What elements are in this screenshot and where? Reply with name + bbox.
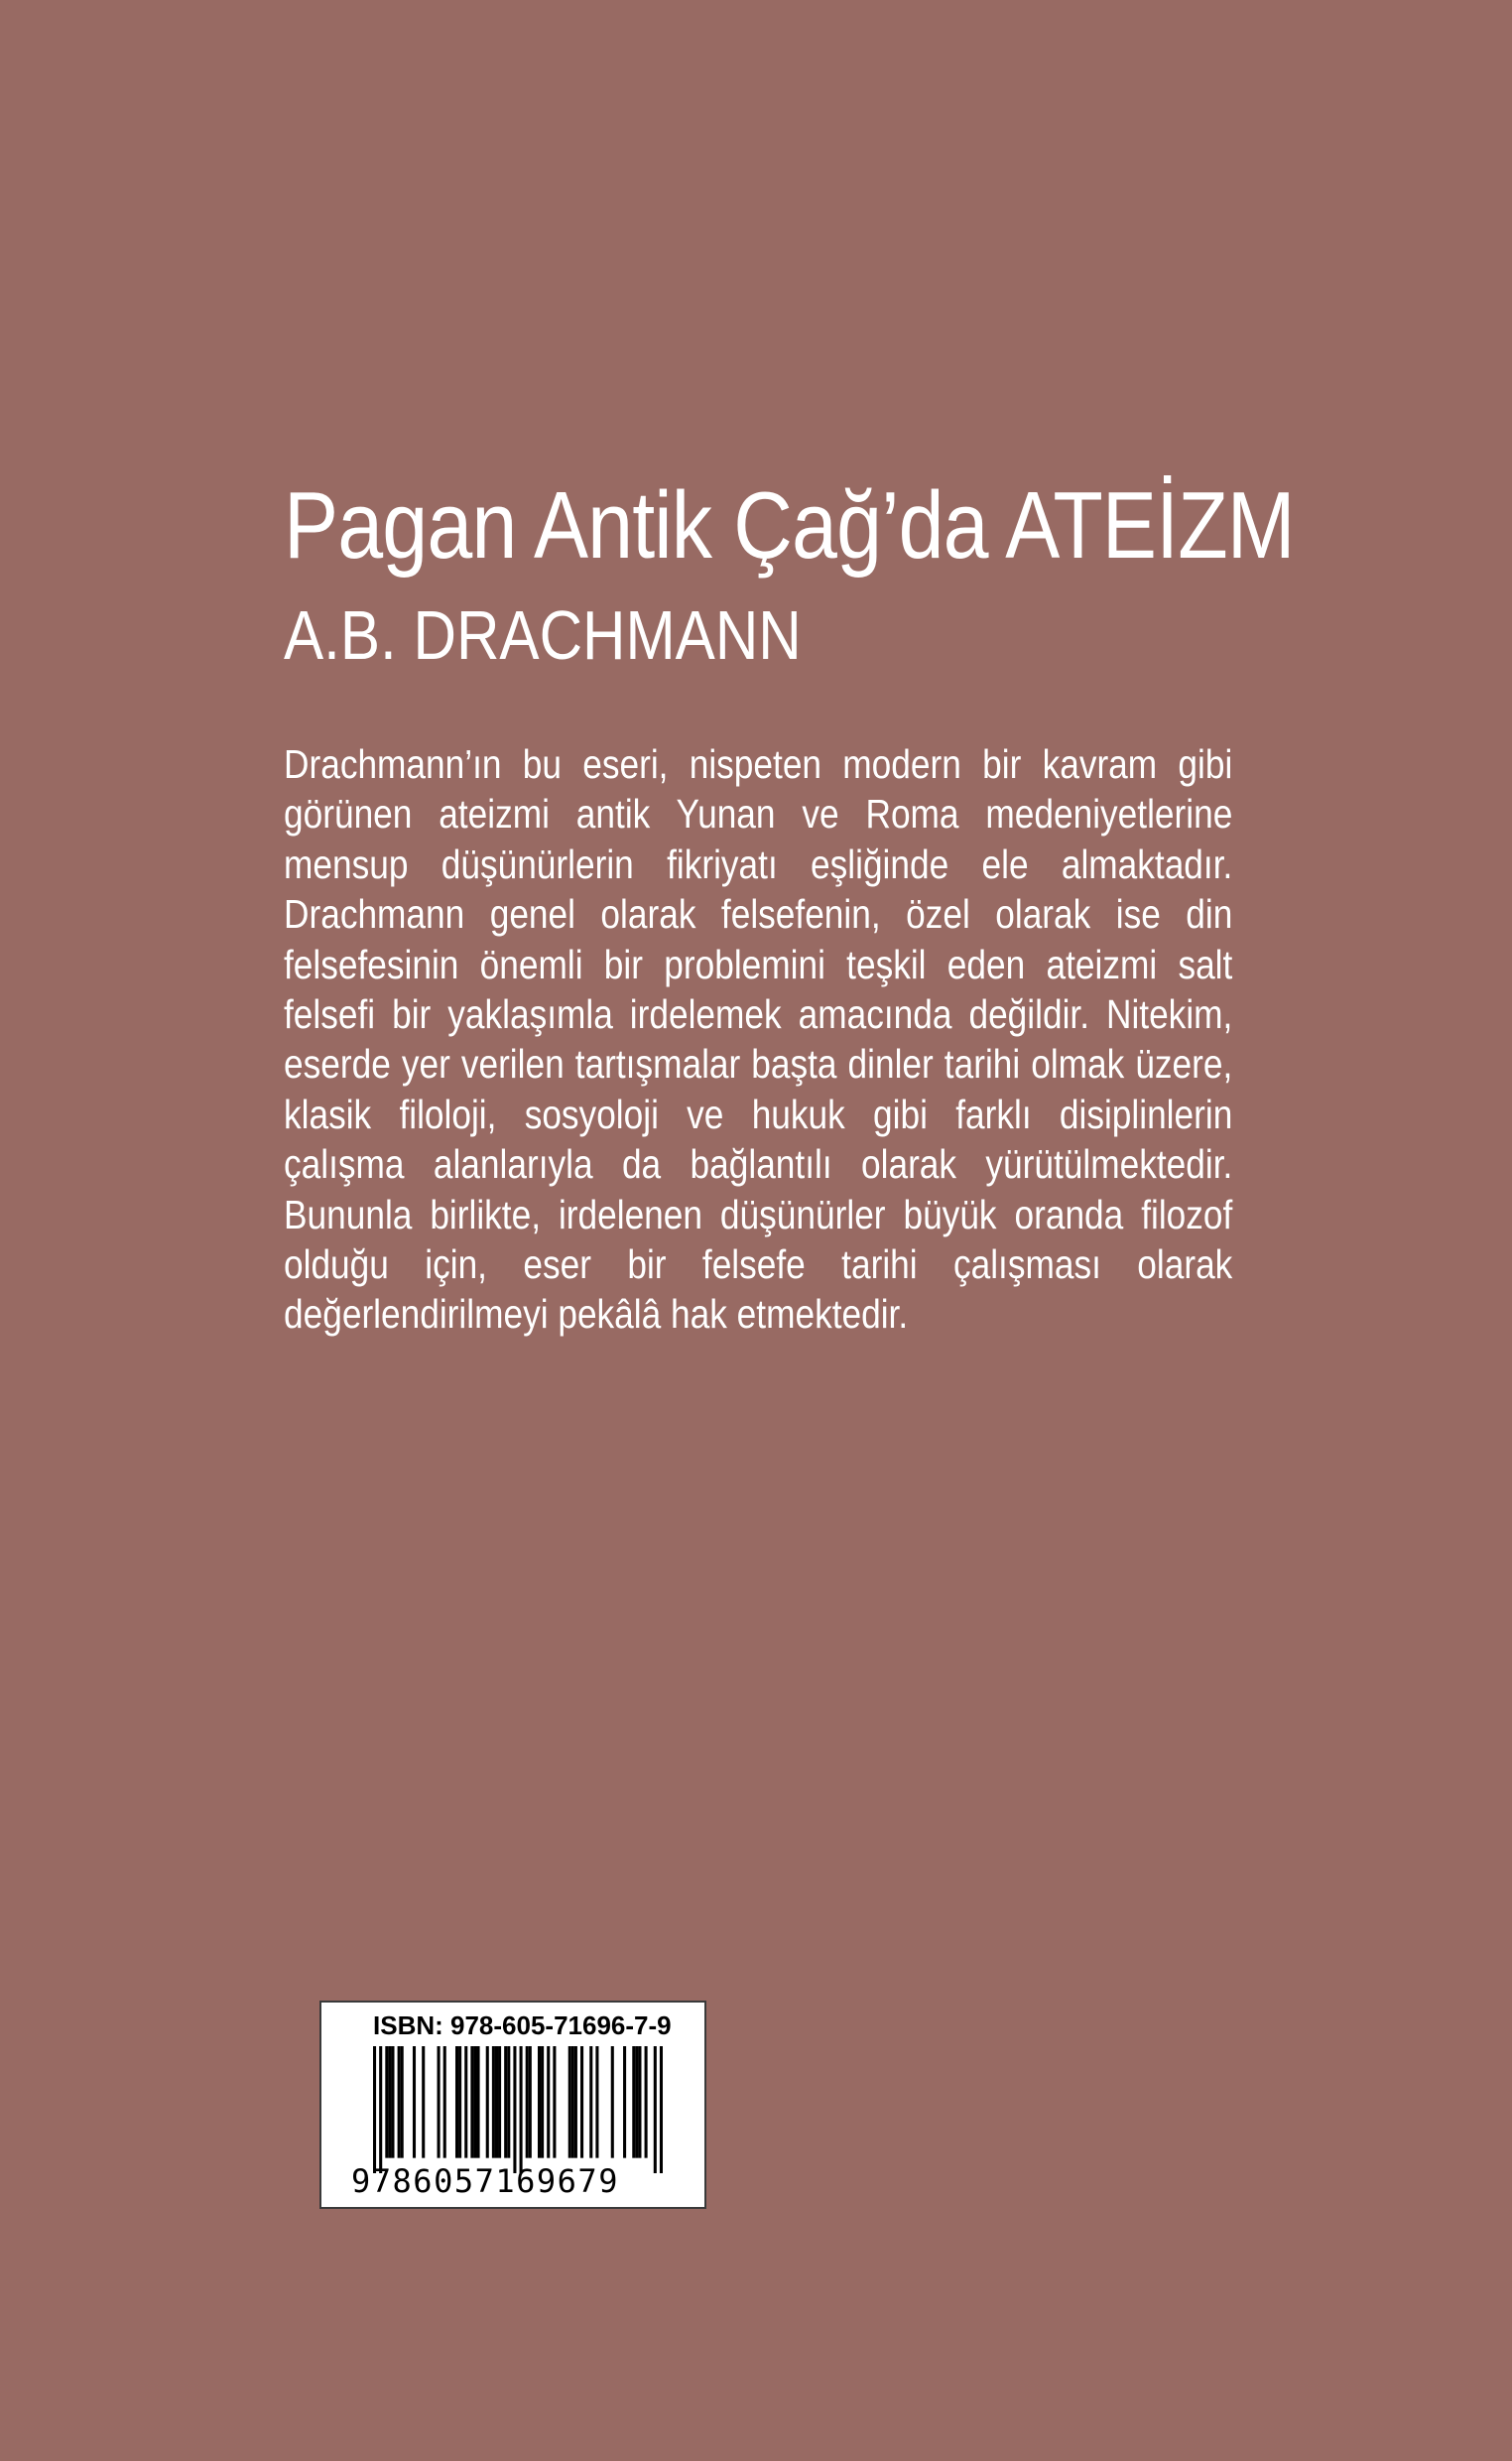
barcode-bar — [438, 2046, 441, 2158]
barcode-bar — [495, 2046, 498, 2158]
barcode-bar — [388, 2046, 391, 2158]
barcode-bar — [507, 2046, 510, 2158]
barcode-bar — [443, 2046, 446, 2158]
barcode-bar — [526, 2046, 529, 2158]
barcode-bar — [553, 2046, 556, 2158]
barcode-bar — [498, 2046, 501, 2158]
barcode-bar — [654, 2046, 657, 2173]
barcode-bar — [398, 2046, 401, 2158]
barcode-bar — [611, 2046, 614, 2158]
barcode-bar — [571, 2046, 574, 2158]
barcode-bar — [458, 2046, 461, 2158]
barcode-bar — [470, 2046, 473, 2158]
barcode-bar — [638, 2046, 641, 2158]
barcode-bar — [455, 2046, 458, 2158]
barcode-bar — [473, 2046, 476, 2158]
barcode-bar — [580, 2046, 583, 2158]
barcode-bars-icon — [373, 2046, 663, 2173]
barcode-bar — [645, 2046, 648, 2158]
barcode-bar — [529, 2046, 532, 2158]
book-author: A.B. DRACHMANN — [284, 596, 802, 674]
barcode-bar — [595, 2046, 598, 2158]
barcode-bar — [413, 2046, 416, 2158]
book-title: Pagan Antik Çağ’da ATEİZM — [284, 472, 1295, 579]
barcode-bar — [492, 2046, 495, 2158]
barcode-bar — [547, 2046, 550, 2158]
barcode-bar — [401, 2046, 404, 2158]
book-blurb: Drachmann’ın bu eseri, nispeten modern bir kavram gibi görünen ateizmi antik Yunan ve Roma medeniyetlerine mensup düşünürlerin fikriyatı eşliğinde ele almaktadır. Drachmann genel olarak felsefenin, özel olarak ise din felsefesinin önemli bir problemini teşkil eden ateizmi salt felsefi bir yaklaşımla irdelemek amacında değildir. Nitekim, eserde yer verilen tartışmalar başta dinler tarihi olmak üzere, klasik filoloji, sosyoloji ve hukuk gibi farklı disiplinlerin çalışma alanlarıyla da bağlantılı olarak yürütülmektedir. Bununla birlikte, irdelenen düşünürler büyük oranda filozof olduğu için, eser bir felsefe tarihi çalışması olarak değerlendirilmeyi pekâlâ hak etmektedir. — [284, 741, 1233, 1338]
barcode-bar — [538, 2046, 541, 2158]
barcode-bar — [623, 2046, 626, 2158]
barcode-bar — [477, 2046, 480, 2158]
barcode-bar — [385, 2046, 388, 2158]
isbn-label: ISBN: 978-605-71696-7-9 — [373, 2010, 672, 2040]
barcode-bar — [486, 2046, 489, 2158]
barcode-bar — [541, 2046, 544, 2158]
barcode-bar — [568, 2046, 571, 2158]
barcode-bar — [513, 2046, 516, 2173]
barcode-bar — [464, 2046, 467, 2158]
barcode-bar — [391, 2046, 394, 2158]
barcode-bar — [635, 2046, 638, 2158]
isbn-barcode-box — [319, 2001, 706, 2209]
barcode-bar — [660, 2046, 663, 2173]
barcode-bar — [520, 2046, 523, 2173]
barcode-bar — [379, 2046, 382, 2173]
ean-digits: 9786057169679 — [351, 2162, 619, 2200]
barcode-bar — [422, 2046, 425, 2158]
barcode-bar — [632, 2046, 635, 2158]
barcode-bar — [574, 2046, 577, 2158]
barcode-bar — [373, 2046, 376, 2173]
barcode-bar — [589, 2046, 592, 2158]
barcode-bar — [504, 2046, 507, 2158]
